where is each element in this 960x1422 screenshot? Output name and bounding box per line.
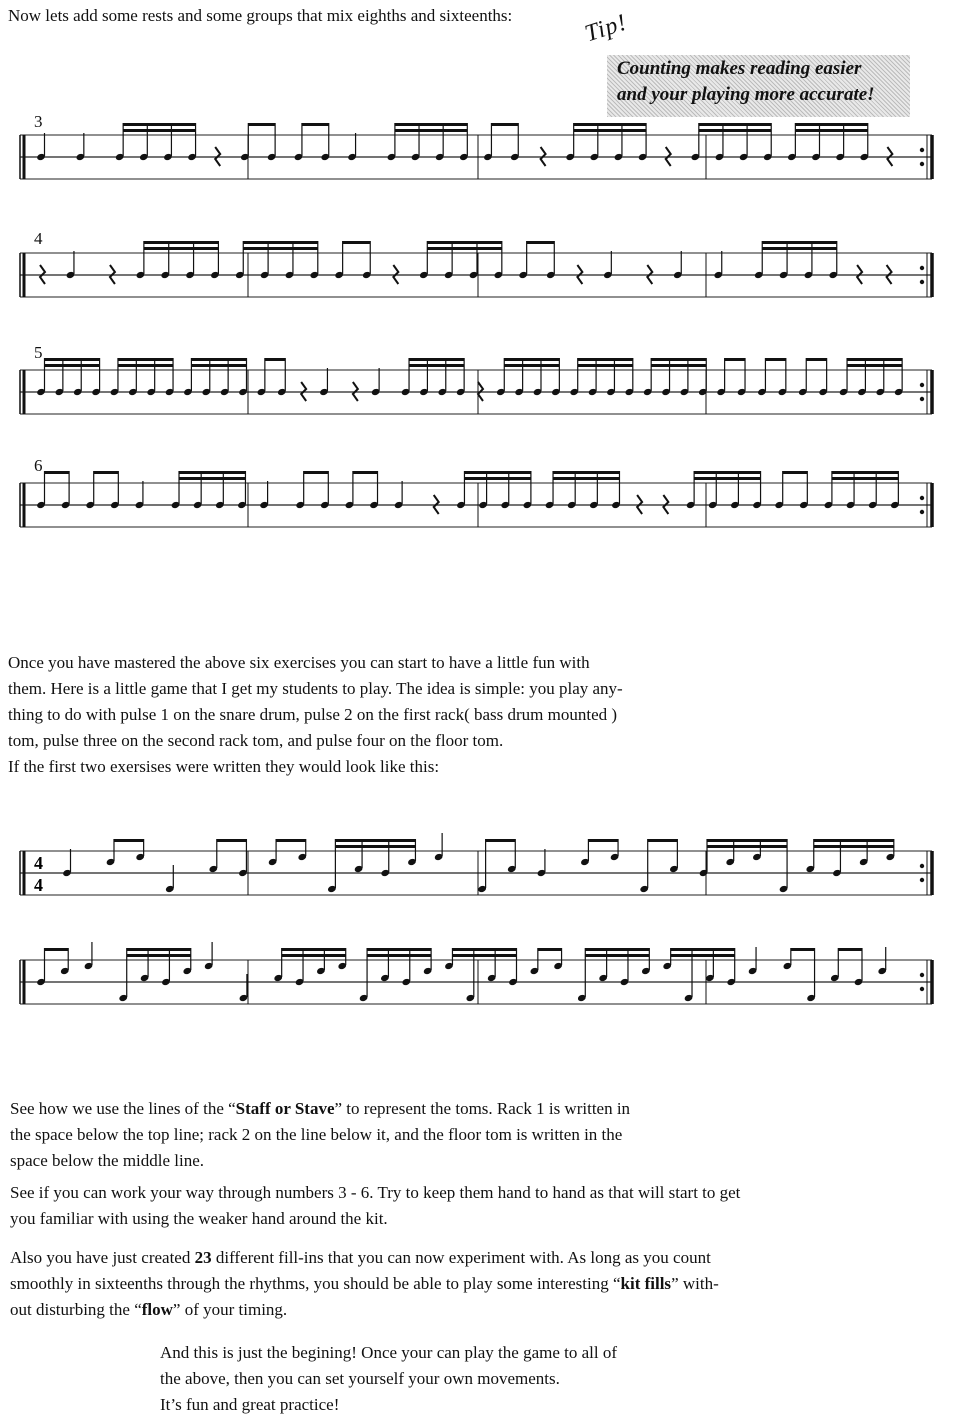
tip-line-2: and your playing more accurate! [617, 84, 875, 105]
note-beam [527, 241, 555, 244]
note-beam [694, 477, 760, 480]
repeat-dot [920, 397, 924, 401]
note-beam [832, 471, 898, 474]
bold-term-staff: Staff or Stave [235, 1099, 335, 1118]
closing-remarks [160, 1340, 617, 1418]
paragraph-line: you familiar with using the weaker hand around the kit. [10, 1209, 388, 1228]
bold-term-kit-fills: kit fills [620, 1274, 672, 1293]
note-beam [191, 358, 246, 361]
note-beam [651, 358, 706, 361]
note-beam [367, 948, 431, 951]
note-beam [123, 123, 195, 126]
note-beam [179, 471, 245, 474]
note-beam [243, 241, 318, 244]
note-beam [335, 845, 415, 848]
note-beam [806, 358, 826, 361]
paragraph-line: the space below the top line; rack 2 on the line below it, and the floor tom is written in the [10, 1125, 623, 1144]
note-beam [486, 839, 516, 842]
note-beam [504, 364, 559, 367]
exercise-number-4: 4 [34, 229, 43, 248]
repeat-dot [920, 266, 924, 270]
paragraph-line: If the first two exersises were written they would look like this: [8, 757, 440, 776]
repeat-dot [920, 864, 924, 868]
note-beam [395, 123, 467, 126]
note-beam [762, 241, 837, 244]
bold-number: 23 [194, 1248, 212, 1267]
repeat-dot [920, 973, 924, 977]
paragraph-line [10, 1096, 630, 1122]
bold-term-flow: flow [141, 1300, 173, 1319]
note-beam [427, 247, 502, 250]
note-beam [114, 839, 144, 842]
note-beam [464, 477, 530, 480]
note-beam [553, 477, 619, 480]
exercise-number-3: 3 [34, 112, 43, 131]
note-beam [191, 364, 246, 367]
note-beam [353, 471, 378, 474]
text-segment: See how we use the lines of the “ [10, 1099, 236, 1118]
note-beam [395, 129, 467, 132]
note-beam [118, 358, 173, 361]
note-beam [814, 845, 894, 848]
note-beam [265, 358, 285, 361]
note-beam [694, 471, 760, 474]
note-beam [343, 241, 371, 244]
exercise-number-6: 6 [34, 456, 43, 475]
note-beam [409, 358, 464, 361]
repeat-dot [920, 878, 924, 882]
note-beam [847, 364, 902, 367]
paragraph-game-intro [8, 650, 623, 780]
note-beam [651, 364, 706, 367]
text-segment: smoothly in sixteenths through the rhythms, you should be able to play some interesting “ [10, 1274, 621, 1293]
paragraph-line [10, 1245, 719, 1271]
note-beam [538, 948, 562, 951]
note-beam [243, 247, 318, 250]
note-beam [707, 845, 787, 848]
paragraph-line: Once you have mastered the above six exercises you can start to have a little fun with [8, 653, 590, 672]
note-beam [553, 471, 619, 474]
note-beam [699, 123, 771, 126]
note-beam [144, 241, 219, 244]
note-beam [578, 364, 633, 367]
intro-text: Now lets add some rests and some groups that mix eighths and sixteenths: [8, 6, 513, 25]
note-beam [302, 123, 329, 126]
text-segment: different fill-ins that you can now experiment with. As long as you count [211, 1248, 711, 1267]
note-beam [847, 358, 902, 361]
note-beam [765, 358, 785, 361]
note-beam [504, 358, 559, 361]
note-beam [367, 954, 431, 957]
paragraph-line [10, 1297, 719, 1323]
repeat-dot [920, 383, 924, 387]
paragraph-line: It’s fun and great practice! [160, 1395, 340, 1414]
text-segment: ” with- [671, 1274, 719, 1293]
note-beam [276, 839, 306, 842]
note-beam [409, 364, 464, 367]
note-beam [783, 471, 808, 474]
note-beam [838, 948, 862, 951]
note-beam [179, 477, 245, 480]
repeat-dot [920, 496, 924, 500]
note-beam [282, 948, 346, 951]
note-beam [282, 954, 346, 957]
text-segment: ” to represent the toms. Rack 1 is written in [334, 1099, 631, 1118]
note-beam [585, 948, 649, 951]
note-beam [452, 948, 516, 951]
note-beam [427, 241, 502, 244]
paragraph-practice [10, 1180, 740, 1232]
note-beam [574, 123, 646, 126]
note-beam [795, 129, 867, 132]
note-beam [217, 839, 247, 842]
note-beam [127, 954, 191, 957]
note-beam [791, 948, 815, 951]
paragraph-line: And this is just the begining! Once your can play the game to all of [160, 1343, 618, 1362]
paragraph-line: them. Here is a little game that I get my students to play. The idea is simple: you play any- [8, 679, 623, 698]
paragraph-line: thing to do with pulse 1 on the snare drum, pulse 2 on the first rack( bass drum mounted ) [8, 705, 618, 724]
paragraph-line: See if you can work your way through numbers 3 - 6. Try to keep them hand to hand as that will start to get [10, 1183, 741, 1202]
note-beam [762, 247, 837, 250]
note-beam [94, 471, 119, 474]
note-beam [144, 247, 219, 250]
paragraph-fill-ins [10, 1245, 719, 1323]
note-beam [585, 954, 649, 957]
note-beam [699, 129, 771, 132]
paragraph-line [10, 1271, 719, 1297]
repeat-dot [920, 280, 924, 284]
note-beam [248, 123, 275, 126]
note-beam [707, 839, 787, 842]
note-beam [671, 954, 735, 957]
note-beam [452, 954, 516, 957]
repeat-dot [920, 510, 924, 514]
note-beam [491, 123, 518, 126]
text-segment: ” of your timing. [172, 1300, 288, 1319]
note-beam [127, 948, 191, 951]
note-beam [45, 948, 69, 951]
note-beam [45, 471, 70, 474]
note-beam [304, 471, 329, 474]
note-beam [464, 471, 530, 474]
note-beam [588, 839, 618, 842]
note-beam [578, 358, 633, 361]
text-segment: Also you have just created [10, 1248, 195, 1267]
note-beam [118, 364, 173, 367]
note-beam [795, 123, 867, 126]
note-beam [725, 358, 745, 361]
tip-label: Tip! [581, 9, 631, 48]
note-beam [335, 839, 415, 842]
exercise-number-5: 5 [34, 343, 43, 362]
note-beam [814, 839, 894, 842]
text-segment: out disturbing the “ [10, 1300, 142, 1319]
paragraph-line: space below the middle line. [10, 1151, 205, 1170]
note-beam [45, 358, 100, 361]
time-signature-bottom: 4 [34, 875, 43, 895]
note-beam [574, 129, 646, 132]
note-beam [671, 948, 735, 951]
tip-line-1: Counting makes reading easier [617, 58, 862, 79]
paragraph-staff-explanation [10, 1096, 630, 1174]
note-beam [123, 129, 195, 132]
note-beam [45, 364, 100, 367]
paragraph-line: the above, then you can set yourself your own movements. [160, 1369, 560, 1388]
paragraph-line: tom, pulse three on the second rack tom, and pulse four on the floor tom. [8, 731, 504, 750]
note-beam [832, 477, 898, 480]
repeat-dot [920, 987, 924, 991]
repeat-dot [920, 148, 924, 152]
note-beam [648, 839, 678, 842]
time-signature-top: 4 [34, 853, 43, 873]
repeat-dot [920, 162, 924, 166]
